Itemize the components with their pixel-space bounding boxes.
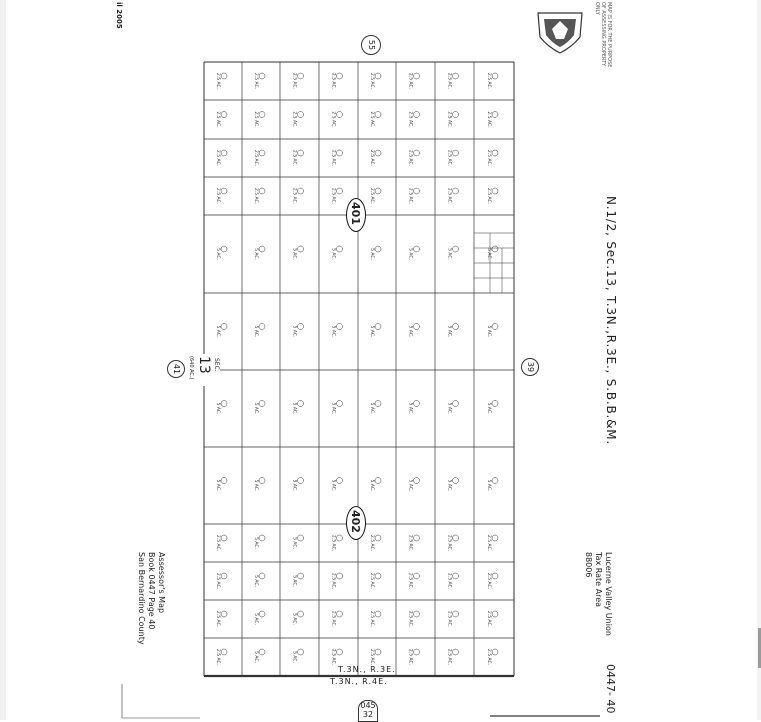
- svg-text:2.5 AC.: 2.5 AC.: [486, 534, 491, 552]
- lot-acreage-label: [292, 188, 304, 204]
- svg-text:5 AC.: 5 AC.: [253, 651, 258, 663]
- lot-acreage-label: [292, 535, 304, 549]
- lot-acreage-label: [369, 150, 381, 166]
- svg-text:2.5 AC.: 2.5 AC.: [215, 72, 220, 90]
- svg-text:2.5 AC.: 2.5 AC.: [369, 187, 374, 205]
- svg-text:2.5 AC.: 2.5 AC.: [253, 187, 258, 205]
- lot-acreage-label: [215, 478, 227, 492]
- lot-acreage-label: [215, 649, 227, 665]
- svg-text:2.5 AC.: 2.5 AC.: [215, 534, 220, 552]
- lot-acreage-label: [447, 649, 459, 665]
- svg-text:5 AC.: 5 AC.: [407, 402, 413, 415]
- svg-text:2.5 AC.: 2.5 AC.: [253, 72, 258, 90]
- svg-text:2.5 AC.: 2.5 AC.: [486, 149, 491, 167]
- township-line-1: T.3N., R.3E.: [338, 665, 396, 674]
- svg-text:5 AC.: 5 AC.: [291, 325, 297, 338]
- svg-text:5 AC.: 5 AC.: [291, 248, 297, 260]
- lot-acreage-label: [253, 573, 265, 587]
- lot-acreage-label: [215, 535, 227, 551]
- lot-acreage-label: [331, 535, 343, 551]
- lot-acreage-label: [447, 478, 459, 492]
- svg-text:2.5 AC.: 2.5 AC.: [486, 111, 491, 128]
- lot-acreage-label: [253, 401, 265, 415]
- svg-text:5 AC.: 5 AC.: [291, 479, 297, 492]
- lot-acreage-label: [292, 246, 304, 260]
- adjacent-map-left[interactable]: 41: [167, 360, 185, 378]
- svg-text:2.5 AC.: 2.5 AC.: [215, 648, 220, 666]
- lot-acreage-label: [408, 150, 420, 166]
- lot-acreage-label: [408, 535, 420, 551]
- lot-acreage-label: [447, 401, 459, 415]
- lot-acreage-label: [292, 111, 304, 127]
- svg-text:2.5 AC.: 2.5 AC.: [446, 149, 452, 167]
- lot-acreage-label: [331, 573, 343, 589]
- section-title: N.1/2, Sec.13, T.3N.,R.3E., S.B.B.&M.: [604, 196, 618, 446]
- lot-acreage-label: [369, 73, 381, 89]
- lot-acreage-label: [215, 573, 227, 589]
- svg-text:5 AC.: 5 AC.: [369, 325, 374, 338]
- lot-acreage-label: [331, 246, 343, 260]
- svg-text:5 AC.: 5 AC.: [291, 613, 297, 625]
- lot-acreage-label: [292, 649, 304, 663]
- adjacent-map-right[interactable]: 39: [521, 358, 539, 376]
- lot-acreage-label: [447, 573, 459, 589]
- lot-acreage-label: [292, 478, 304, 492]
- svg-text:2.5 AC.: 2.5 AC.: [446, 72, 452, 90]
- svg-text:2.5 AC.: 2.5 AC.: [330, 610, 336, 628]
- svg-text:5 AC.: 5 AC.: [253, 402, 258, 415]
- svg-text:5 AC.: 5 AC.: [446, 248, 452, 260]
- block-label-401-text: 401: [349, 202, 362, 225]
- svg-text:5 AC.: 5 AC.: [407, 325, 413, 338]
- lot-acreage-label: [253, 188, 265, 204]
- lot-acreage-label: [215, 188, 227, 204]
- assessor-line3: San Bernardino County: [137, 552, 146, 645]
- svg-text:2.5 AC.: 2.5 AC.: [330, 149, 336, 167]
- lot-acreage-label: [331, 611, 343, 627]
- svg-text:2.5 AC.: 2.5 AC.: [446, 648, 452, 666]
- svg-text:5 AC.: 5 AC.: [253, 537, 258, 549]
- svg-text:2.5 AC.: 2.5 AC.: [486, 572, 491, 590]
- lot-acreage-label: [369, 573, 381, 589]
- svg-text:5 AC.: 5 AC.: [291, 537, 297, 549]
- lot-acreage-label: [447, 535, 459, 551]
- adjacent-map-top[interactable]: 55: [361, 35, 381, 55]
- svg-text:2.5 AC.: 2.5 AC.: [446, 572, 452, 590]
- township-line-2: T.3N., R.4E.: [330, 677, 388, 686]
- block-label-402[interactable]: [346, 506, 366, 540]
- lot-acreage-label: [486, 478, 498, 492]
- svg-text:2.5 AC.: 2.5 AC.: [330, 72, 336, 90]
- lot-acreage-label: [486, 188, 498, 204]
- svg-text:2.5 AC.: 2.5 AC.: [407, 111, 413, 128]
- map-number: 0447- 40: [604, 664, 617, 714]
- svg-text:2.5 AC.: 2.5 AC.: [369, 111, 374, 128]
- lot-acreage-label: [447, 111, 459, 127]
- lot-acreage-label: [447, 246, 459, 260]
- lot-acreage-label: [447, 188, 459, 204]
- svg-text:2.5 AC.: 2.5 AC.: [330, 534, 336, 552]
- lot-acreage-label: [408, 573, 420, 589]
- svg-text:2.5 AC.: 2.5 AC.: [486, 610, 491, 628]
- lot-acreage-label: [408, 478, 420, 492]
- lot-acreage-label: [253, 73, 265, 89]
- lot-acreage-label: [331, 324, 343, 338]
- lot-acreage-label: [447, 611, 459, 627]
- svg-text:2.5 AC.: 2.5 AC.: [407, 149, 413, 167]
- lot-acreage-label: [408, 401, 420, 415]
- svg-text:5 AC.: 5 AC.: [291, 651, 297, 663]
- svg-text:5 AC.: 5 AC.: [486, 479, 491, 492]
- lot-acreage-label: [447, 150, 459, 166]
- lot-acreage-label: [215, 324, 227, 338]
- svg-text:2.5 AC.: 2.5 AC.: [330, 111, 336, 128]
- svg-text:2.5 AC.: 2.5 AC.: [369, 572, 374, 590]
- svg-text:5 AC.: 5 AC.: [446, 402, 452, 415]
- block-label-402-text: 402: [349, 510, 362, 533]
- svg-text:2.5 AC.: 2.5 AC.: [407, 648, 413, 666]
- svg-text:2.5 AC.: 2.5 AC.: [330, 572, 336, 590]
- lot-acreage-label: [331, 478, 343, 492]
- svg-text:2.5 AC.: 2.5 AC.: [253, 149, 258, 167]
- lot-acreage-label: [408, 611, 420, 627]
- svg-text:2.5 AC.: 2.5 AC.: [486, 72, 491, 90]
- svg-text:2.5 AC.: 2.5 AC.: [215, 187, 220, 205]
- lot-acreage-label: [486, 401, 498, 415]
- lot-acreage-label: [369, 188, 381, 204]
- lot-acreage-label: [369, 324, 381, 338]
- svg-text:2.5 AC.: 2.5 AC.: [253, 111, 258, 128]
- svg-text:5 AC.: 5 AC.: [215, 325, 220, 338]
- lot-acreage-label: [408, 246, 420, 260]
- svg-text:2.5 AC.: 2.5 AC.: [215, 610, 220, 628]
- svg-text:2.5 AC.: 2.5 AC.: [369, 648, 374, 666]
- lot-acreage-label: [253, 478, 265, 492]
- section-label-acreage: (640 AC.): [188, 356, 194, 380]
- lot-acreage-label: [215, 150, 227, 166]
- lot-acreage-label: [253, 649, 265, 663]
- lot-acreage-label: [369, 611, 381, 627]
- svg-text:2.5 AC.: 2.5 AC.: [215, 111, 220, 128]
- lot-acreage-label: [408, 649, 420, 665]
- lot-acreage-label: [253, 246, 265, 260]
- lot-acreage-label: [253, 111, 265, 127]
- lot-acreage-label: [292, 611, 304, 625]
- svg-text:5 AC.: 5 AC.: [253, 248, 258, 260]
- svg-text:2.5 AC.: 2.5 AC.: [291, 149, 297, 167]
- lot-acreage-label: [486, 111, 498, 127]
- lot-acreage-label: [215, 401, 227, 415]
- lot-acreage-label: [253, 150, 265, 166]
- lot-acreage-label: [486, 573, 498, 589]
- svg-text:2.5 AC.: 2.5 AC.: [291, 111, 297, 128]
- lot-acreage-label: [486, 73, 498, 89]
- tax-rate-line1: Lucerne Valley Union: [604, 552, 613, 636]
- svg-text:2.5 AC.: 2.5 AC.: [291, 72, 297, 90]
- lot-acreage-label: [253, 611, 265, 625]
- lot-acreage-label: [331, 188, 343, 204]
- lot-acreage-label: [369, 401, 381, 415]
- bottom-map-ref[interactable]: [358, 700, 378, 722]
- svg-text:5 AC.: 5 AC.: [215, 248, 220, 260]
- svg-text:2.5 AC.: 2.5 AC.: [407, 572, 413, 590]
- lot-acreage-label: [486, 324, 498, 338]
- lot-acreage-label: [331, 649, 343, 665]
- lot-acreage-label: [331, 401, 343, 415]
- svg-text:2.5 AC.: 2.5 AC.: [215, 149, 220, 167]
- lot-acreage-label: [331, 111, 343, 127]
- svg-text:5 AC.: 5 AC.: [253, 613, 258, 625]
- svg-text:2.5 AC.: 2.5 AC.: [215, 572, 220, 590]
- svg-text:2.5 AC.: 2.5 AC.: [446, 111, 452, 128]
- lot-acreage-label: [331, 150, 343, 166]
- lot-acreage-label: [486, 535, 498, 551]
- lot-acreage-label: [215, 246, 227, 260]
- lot-acreage-label: [292, 401, 304, 415]
- svg-text:5 AC.: 5 AC.: [407, 479, 413, 492]
- svg-text:5 AC.: 5 AC.: [291, 575, 297, 587]
- tax-rate-line2: Tax Rate Area: [594, 552, 603, 608]
- lot-acreage-label: [292, 573, 304, 587]
- svg-text:5 AC.: 5 AC.: [291, 402, 297, 415]
- svg-text:5 AC.: 5 AC.: [486, 248, 491, 260]
- svg-text:2.5 AC.: 2.5 AC.: [446, 534, 452, 552]
- revision-date: il 2005: [115, 2, 123, 29]
- lot-acreage-label: [292, 150, 304, 166]
- purpose-note: MAP IS FOR THE PURPOSE OF ASSESSING PROPERTY ONLY: [594, 2, 612, 68]
- lot-acreage-label: [369, 246, 381, 260]
- bottom-ref-top: 045: [360, 701, 376, 710]
- svg-text:5 AC.: 5 AC.: [330, 248, 336, 260]
- lot-acreage-label: [408, 324, 420, 338]
- svg-text:5 AC.: 5 AC.: [369, 402, 374, 415]
- svg-text:5 AC.: 5 AC.: [253, 325, 258, 338]
- svg-text:5 AC.: 5 AC.: [215, 402, 220, 415]
- lot-acreage-label: [253, 324, 265, 338]
- lot-acreage-label: [408, 188, 420, 204]
- svg-text:5 AC.: 5 AC.: [486, 325, 491, 338]
- svg-text:2.5 AC.: 2.5 AC.: [407, 534, 413, 552]
- svg-text:5 AC.: 5 AC.: [369, 248, 374, 260]
- svg-text:2.5 AC.: 2.5 AC.: [486, 187, 491, 205]
- svg-text:2.5 AC.: 2.5 AC.: [291, 187, 297, 205]
- block-label-401[interactable]: [346, 198, 366, 232]
- svg-text:2.5 AC.: 2.5 AC.: [407, 610, 413, 628]
- svg-text:2.5 AC.: 2.5 AC.: [486, 648, 491, 666]
- svg-text:5 AC.: 5 AC.: [253, 575, 258, 587]
- svg-text:5 AC.: 5 AC.: [330, 325, 336, 338]
- svg-text:2.5 AC.: 2.5 AC.: [369, 149, 374, 167]
- lot-acreage-label: [369, 111, 381, 127]
- section-label-sec: SEC.: [213, 358, 220, 372]
- svg-text:5 AC.: 5 AC.: [446, 325, 452, 338]
- lot-acreage-label: [292, 73, 304, 89]
- assessor-line2: Book 0447 Page 40: [147, 552, 156, 630]
- svg-text:2.5 AC.: 2.5 AC.: [369, 610, 374, 628]
- bottom-ref-bottom: 32: [362, 710, 374, 719]
- lot-acreage-label: [215, 73, 227, 89]
- lot-acreage-label: [331, 73, 343, 89]
- svg-text:2.5 AC.: 2.5 AC.: [446, 610, 452, 628]
- svg-text:5 AC.: 5 AC.: [446, 479, 452, 492]
- svg-text:5 AC.: 5 AC.: [330, 402, 336, 415]
- svg-text:5 AC.: 5 AC.: [330, 479, 336, 492]
- lot-acreage-label: [215, 611, 227, 627]
- svg-text:5 AC.: 5 AC.: [407, 248, 413, 260]
- lot-acreage-label: [253, 535, 265, 549]
- lot-acreage-label: [408, 111, 420, 127]
- svg-text:2.5 AC.: 2.5 AC.: [446, 187, 452, 205]
- lot-acreage-label: [447, 324, 459, 338]
- section-label-number: 13: [196, 356, 212, 374]
- svg-text:2.5 AC.: 2.5 AC.: [330, 187, 336, 205]
- svg-text:5 AC.: 5 AC.: [369, 479, 374, 492]
- svg-text:2.5 AC.: 2.5 AC.: [330, 648, 336, 666]
- tax-rate-line3: 88006: [584, 552, 593, 578]
- lot-acreage-label: [408, 73, 420, 89]
- svg-text:5 AC.: 5 AC.: [486, 402, 491, 415]
- svg-text:5 AC.: 5 AC.: [253, 479, 258, 492]
- svg-text:2.5 AC.: 2.5 AC.: [407, 72, 413, 90]
- lot-acreage-label: [447, 73, 459, 89]
- svg-text:5 AC.: 5 AC.: [215, 479, 220, 492]
- lot-acreage-label: [369, 535, 381, 551]
- lot-acreage-label: [292, 324, 304, 338]
- lot-acreage-label: [486, 150, 498, 166]
- lot-acreage-label: [369, 478, 381, 492]
- svg-text:2.5 AC.: 2.5 AC.: [369, 72, 374, 90]
- lot-acreage-label: [215, 111, 227, 127]
- lot-acreage-label: [486, 649, 498, 665]
- svg-text:2.5 AC.: 2.5 AC.: [407, 187, 413, 205]
- section-label: [188, 354, 220, 386]
- lot-acreage-label: [486, 611, 498, 627]
- lot-acreage-label: [369, 649, 381, 665]
- svg-text:2.5 AC.: 2.5 AC.: [369, 534, 374, 552]
- assessor-line1: Assessor's Map: [157, 552, 166, 614]
